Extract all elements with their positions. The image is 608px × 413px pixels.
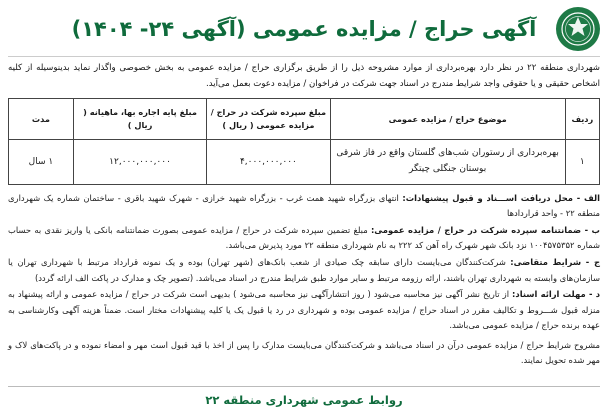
condition-label-d: د - مهلت ارائه اسناد: — [512, 289, 600, 300]
municipality-emblem-icon — [556, 7, 600, 51]
conditions-block — [8, 191, 600, 334]
intro-paragraph: شهرداری منطقه ۲۲ در نظر دارد بهره‌برداری از موارد مشروحه ذیل را از طریق برگزاری حراج / مزایده عمومی به بخش خصوصی واگذار نماید بدینوسیله از کلیه اشخاص حقیقی و یا حقوقی واجد شرایط مندرج در اسناد جهت شرکت در فراخوان / مزایده دعوت بعمل می‌آید. — [8, 56, 600, 93]
cell-subject: بهره‌برداری از رستوران شب‌های گلستان واقع در فاز شرقی بوستان جنگلی چیتگر — [330, 139, 565, 184]
auction-table — [8, 98, 600, 185]
header-duration: مدت — [9, 98, 74, 139]
cell-deposit: ۴,۰۰۰,۰۰۰,۰۰۰ — [207, 139, 330, 184]
header-row-no: ردیف — [565, 98, 599, 139]
condition-item-b — [8, 223, 600, 254]
table-row — [9, 139, 600, 184]
cell-duration: ۱ سال — [9, 139, 74, 184]
header-subject: موضوع حراج / مزایده عمومی — [330, 98, 565, 139]
condition-label-b: ب - ضمانتنامه سپرده شرکت در حراج / مزایده عمومی: — [370, 224, 600, 235]
cell-row-no: ۱ — [565, 139, 599, 184]
table-header-row — [9, 98, 600, 139]
condition-label-a: الف - محل دریافت اســـناد و قبول پیشنهادات: — [402, 192, 601, 203]
closing-note: مشروح شرایط حراج / مزایده عمومی درآن در اسناد می‌باشد و شرکت‌کنندگان می‌بایست مدارک را پس از اخذ با قید قبول است مهر و امضاء نموده و در پاکت‌های لاک و مهر شده تحویل نمایند. — [8, 339, 600, 366]
header-base-rent: مبلغ پایه اجاره بها، ماهیانه ( ریال ) — [73, 98, 206, 139]
condition-item-d — [8, 287, 600, 334]
footer-divider — [8, 386, 600, 387]
condition-item-a — [8, 191, 600, 222]
condition-label-c: ج - شرایط متقاضی: — [510, 256, 600, 267]
table-body — [9, 139, 600, 184]
table-header — [9, 98, 600, 139]
condition-text-d: از تاریخ نشر آگهی نیز محاسبه می‌شود ( روز انتشارآگهی نیز محاسبه می‌شود ) بدیهی است شرکت در حراج / مزایده عمومی و ارائه پیشنهاد به منزله قبول شـــروط و تکالیف مقرر در اسناد حراج / مزایده عمومی بوده و شهرداری در رد یا قبول یک یا کلیه پیشنهادات مختار است. ضمناً هزینه آگهی وکارشناسی به عهده برنده حراج / مزایده عمومی می‌باشد. — [8, 289, 600, 331]
condition-text-b: مبلغ تضمین سپرده شرکت در حراج / مزایده عمومی بصورت ضمانتنامه بانکی یا واریز نقدی به حساب شماره ۱۰۰۴۵۷۵۳۵۲ نزد بانک شهر شهرک راه آهن کد ۲۲۲ به نام شهرداری منطقه ۲۲ مورد پذیرش می‌باشد. — [8, 224, 600, 251]
page-header — [8, 6, 600, 52]
title-wrap — [60, 16, 548, 42]
footer-text: روابط عمومی شهرداری منطقه ۲۲ — [205, 393, 403, 407]
condition-text-c: شرکت‌کنندگان می‌بایست دارای سابقه چک صیادی از شعب بانک‌های (شهر تهران) بوده و یک نمونه قرارداد مرتبط با شهرداری تهران یا سازمان‌های وابسته به شهرداری تهران باشند، ارائه رزومه مرتبط و سایر موارد طبق شرایط مندرج در اسناد می‌باشد. (تصویر چک و مدارک در پاکت الف ارائه گردد) — [8, 256, 600, 283]
page-title: آگهی حراج / مزایده عمومی (آگهی ۲۴- ۱۴۰۴) — [71, 16, 537, 41]
cell-base-rent: ۱۲,۰۰۰,۰۰۰,۰۰۰ — [73, 139, 206, 184]
header-deposit: مبلغ سپرده شرکت در حراج / مزایده عمومی ( ریال ) — [207, 98, 330, 139]
condition-text-a: انتهای بزرگراه شهید همت غرب - بزرگراه شهید خرازی - شهرک شهید باقری - ساختمان شماره یک شهرداری منطقه ۲۲ - واحد قراردادها — [8, 192, 600, 219]
condition-item-c — [8, 255, 600, 286]
